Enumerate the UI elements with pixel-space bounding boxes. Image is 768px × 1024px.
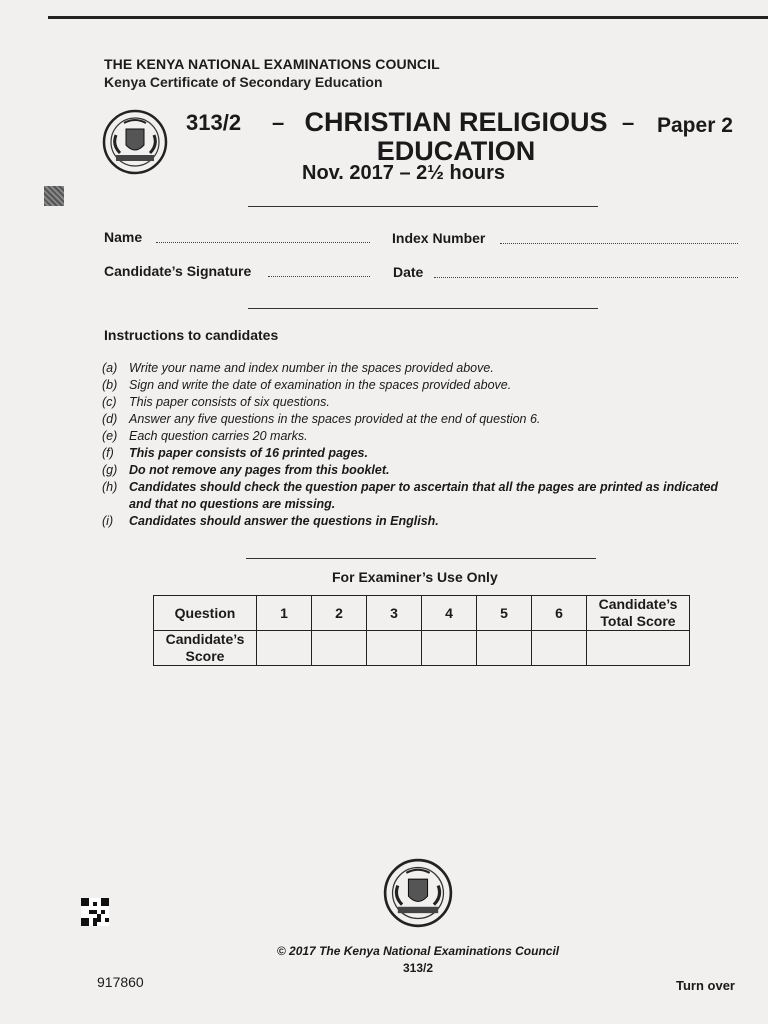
divider <box>246 558 596 559</box>
instruction-label: (g) <box>102 463 118 477</box>
instruction-item <box>102 479 742 513</box>
instruction-label: (f) <box>102 446 114 460</box>
instruction-label: (c) <box>102 395 117 409</box>
instruction-label: (b) <box>102 378 118 392</box>
total-score-cell[interactable] <box>587 631 690 666</box>
paper-number: Paper 2 <box>657 114 733 137</box>
instruction-item <box>102 428 742 445</box>
instruction-label: (d) <box>102 412 118 426</box>
index-number-field[interactable] <box>500 242 738 244</box>
instruction-item <box>102 513 742 530</box>
instruction-label: (i) <box>102 514 114 528</box>
instruction-text: Each question carries 20 marks. <box>129 429 308 443</box>
instruction-text: Answer any five questions in the spaces provided at the end of question 6. <box>129 412 541 426</box>
turn-over-label: Turn over <box>676 978 735 993</box>
instructions-list <box>102 360 742 530</box>
serial-number: 917860 <box>97 974 144 990</box>
instruction-text: Sign and write the date of examination in the spaces provided above. <box>129 378 512 392</box>
score-row-header: Candidate’s Score <box>154 631 257 666</box>
examiner-score-table <box>153 595 690 666</box>
instruction-item <box>102 377 742 394</box>
instruction-text: Candidates should check the question paper to ascertain that all the pages are printed as indicated and that no questions are missing. <box>129 480 719 511</box>
instruction-item <box>102 360 742 377</box>
examiner-heading: For Examiner’s Use Only <box>332 569 498 585</box>
score-cell[interactable] <box>422 631 477 666</box>
total-score-header: Candidate’s Total Score <box>587 596 690 631</box>
date-field[interactable] <box>434 276 738 278</box>
question-header: Question <box>154 596 257 631</box>
instruction-item <box>102 445 742 462</box>
paper-code: 313/2 <box>186 110 242 135</box>
divider <box>248 206 598 207</box>
question-number: 1 <box>257 596 312 631</box>
instruction-item <box>102 411 742 428</box>
question-number: 6 <box>532 596 587 631</box>
instruction-text: Write your name and index number in the spaces provided above. <box>129 361 494 375</box>
instruction-item <box>102 462 742 479</box>
question-number: 3 <box>367 596 422 631</box>
name-field[interactable] <box>156 241 370 243</box>
score-cell[interactable] <box>367 631 422 666</box>
copyright: © 2017 The Kenya National Examinations Council <box>276 944 560 958</box>
qr-code-icon <box>81 898 109 926</box>
scan-margin-mark <box>44 186 64 206</box>
signature-label: Candidate’s Signature <box>104 263 252 279</box>
instruction-text: Candidates should answer the questions in English. <box>129 514 439 528</box>
instruction-label: (a) <box>102 361 118 375</box>
footer-paper-code: 313/2 <box>402 961 434 975</box>
instruction-label: (e) <box>102 429 118 443</box>
signature-field[interactable] <box>268 275 370 277</box>
coat-of-arms-icon <box>383 858 453 928</box>
coat-of-arms-icon <box>102 109 168 175</box>
council-name: THE KENYA NATIONAL EXAMINATIONS COUNCIL <box>104 56 440 72</box>
question-number: 4 <box>422 596 477 631</box>
score-cell[interactable] <box>312 631 367 666</box>
score-cell[interactable] <box>477 631 532 666</box>
divider <box>248 308 598 309</box>
name-label: Name <box>104 229 143 245</box>
table-row <box>154 596 690 631</box>
instruction-text: Do not remove any pages from this booklet. <box>129 463 390 477</box>
subject-title: CHRISTIAN RELIGIOUS EDUCATION <box>304 107 608 166</box>
certificate-name: Kenya Certificate of Secondary Education <box>104 74 383 90</box>
instruction-text: This paper consists of six questions. <box>129 395 330 409</box>
title-dash-right: – <box>622 110 635 135</box>
title-dash-left: – <box>272 110 285 135</box>
index-number-label: Index Number <box>392 230 486 246</box>
instruction-label: (h) <box>102 480 118 494</box>
score-cell[interactable] <box>532 631 587 666</box>
question-number: 5 <box>477 596 532 631</box>
top-rule <box>48 16 768 19</box>
instruction-item <box>102 394 742 411</box>
instructions-heading: Instructions to candidates <box>104 327 279 343</box>
date-label: Date <box>393 264 424 280</box>
question-number: 2 <box>312 596 367 631</box>
exam-date-duration: Nov. 2017 – 2½ hours <box>302 162 506 184</box>
instruction-text: This paper consists of 16 printed pages. <box>129 446 368 460</box>
score-cell[interactable] <box>257 631 312 666</box>
table-row <box>154 631 690 666</box>
